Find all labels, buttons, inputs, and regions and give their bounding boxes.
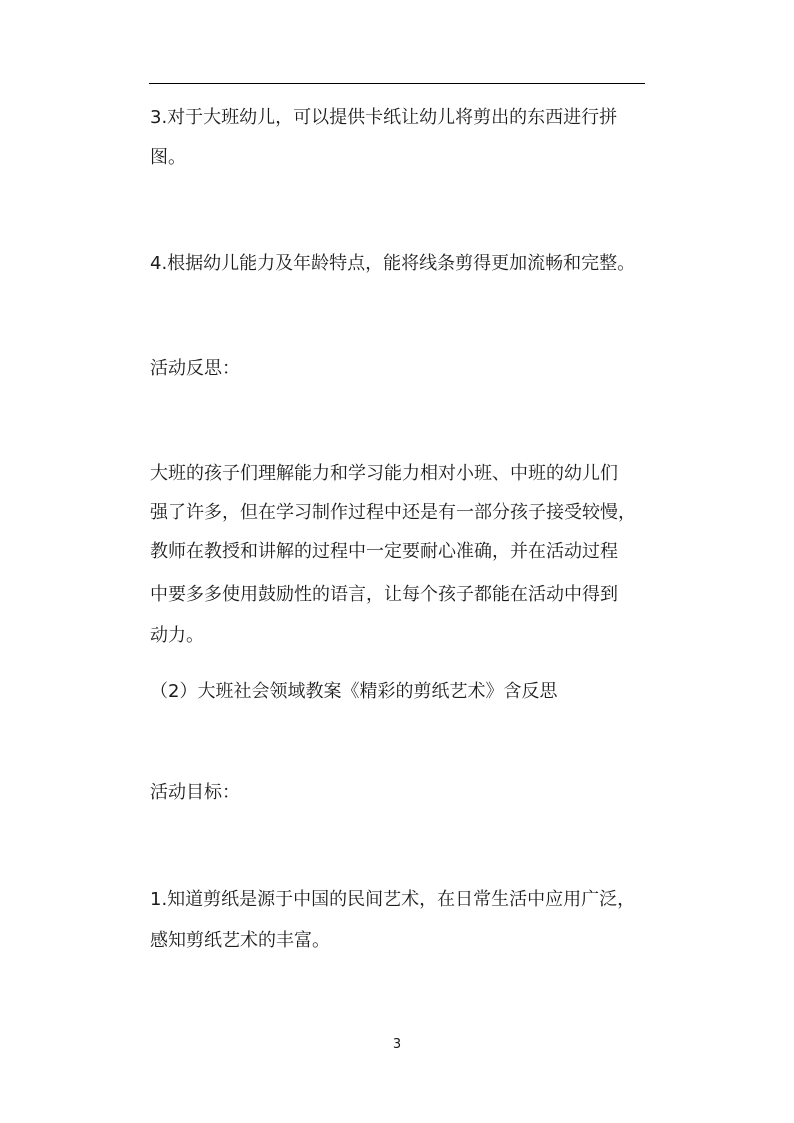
reflection-line-3: 教师在教授和讲解的过程中一定要耐心准确，并在活动过程 — [150, 541, 618, 562]
goal-1-line-1: 1.知道剪纸是源于中国的民间艺术，在日常生活中应用广泛， — [150, 889, 636, 910]
reflection-line-2: 强了许多，但在学习制作过程中还是有一部分孩子接受较慢， — [150, 502, 636, 523]
reflection-line-5: 动力。 — [150, 625, 204, 646]
item-4-line-1: 4.根据幼儿能力及年龄特点，能将线条剪得更加流畅和完整。 — [150, 253, 636, 274]
goal-1-line-2: 感知剪纸艺术的丰富。 — [150, 930, 330, 951]
heading-goals: 活动目标： — [150, 782, 240, 803]
header-rule — [149, 83, 645, 84]
item-3-line-2: 图。 — [150, 147, 186, 168]
heading-reflection: 活动反思： — [150, 358, 240, 379]
reflection-line-4: 中要多多使用鼓励性的语言，让每个孩子都能在活动中得到 — [150, 584, 618, 605]
reflection-line-1: 大班的孩子们理解能力和学习能力相对小班、中班的幼儿们 — [150, 463, 618, 484]
section-2-title: （2）大班社会领域教案《精彩的剪纸艺术》含反思 — [150, 681, 558, 702]
item-3-line-1: 3.对于大班幼儿，可以提供卡纸让幼儿将剪出的东西进行拼 — [150, 107, 618, 128]
page-number: 3 — [392, 1037, 402, 1052]
